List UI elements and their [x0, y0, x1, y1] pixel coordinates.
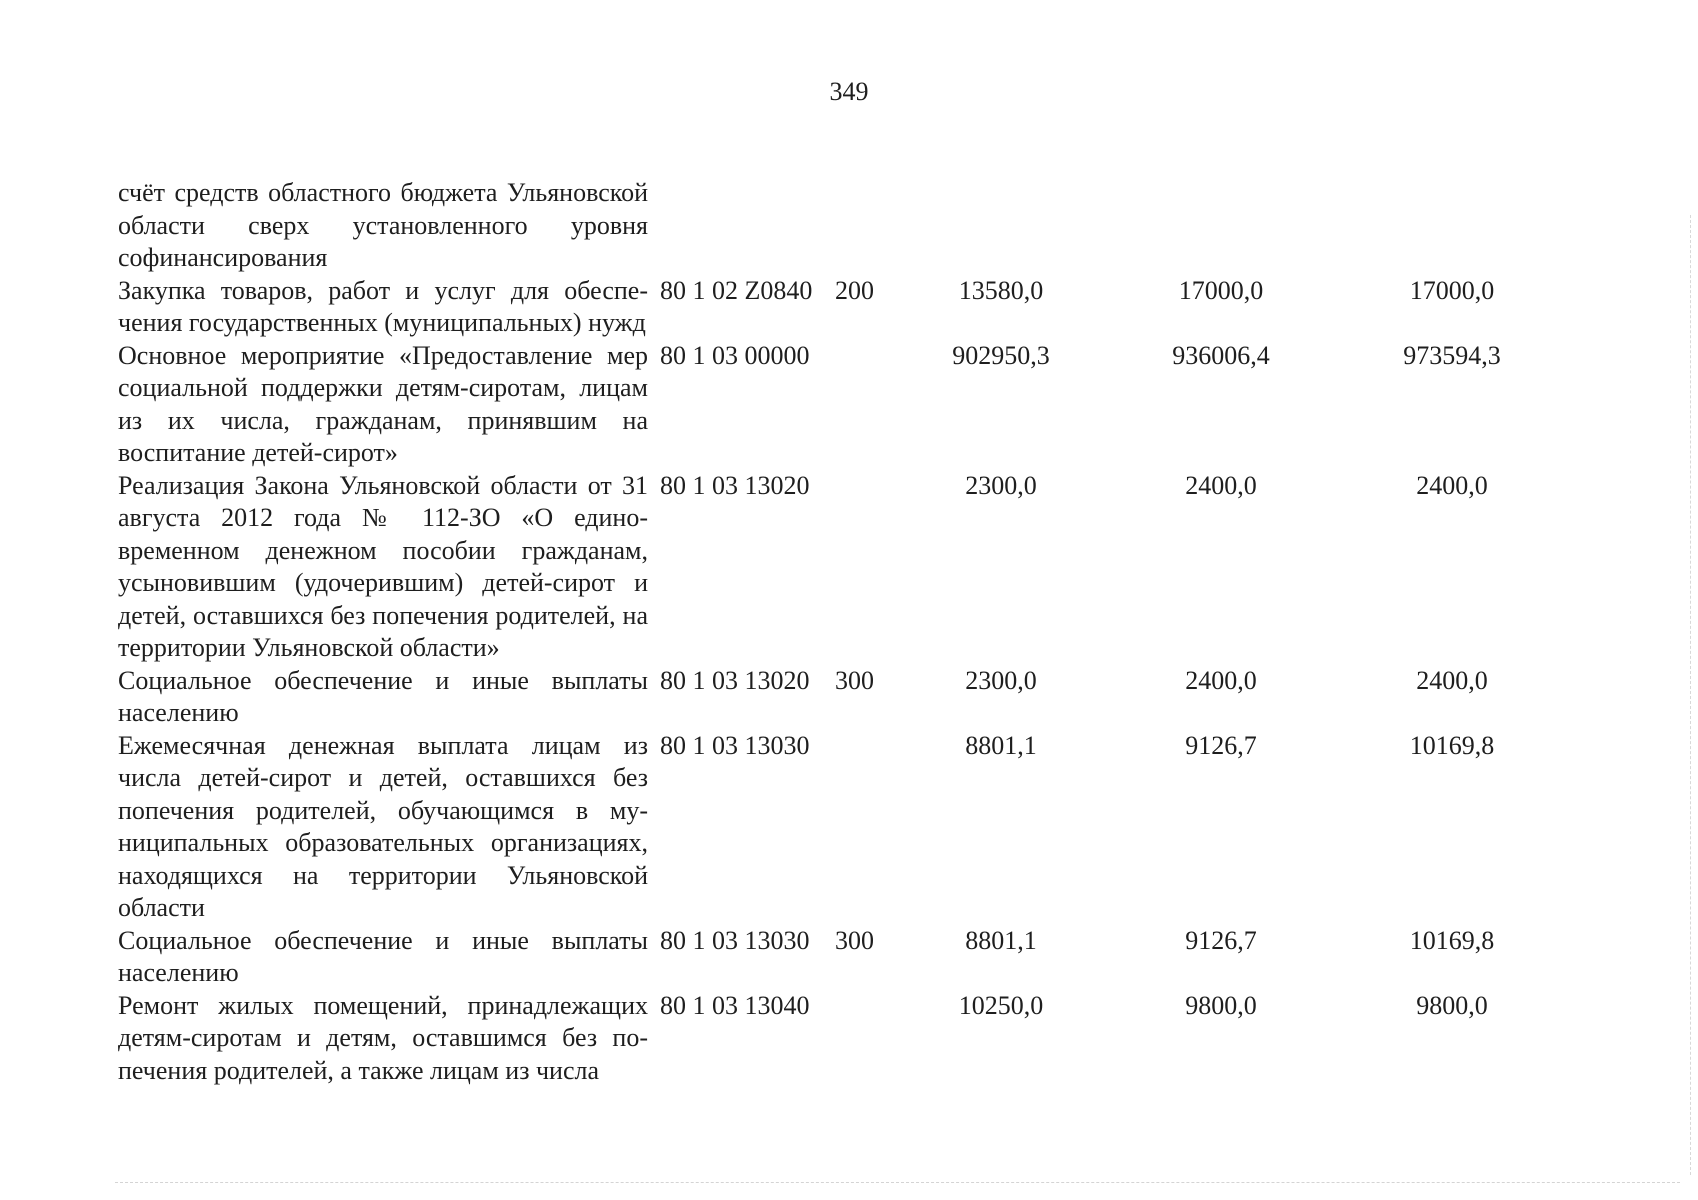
amount-2: 9800,0 [1185, 990, 1257, 1020]
amount-3: 9800,0 [1416, 990, 1488, 1020]
expense-name: Социальное обеспечение и иные выплаты населению [118, 925, 648, 987]
amount-2: 9126,7 [1185, 925, 1257, 955]
amount-3: 973594,3 [1403, 340, 1501, 370]
expense-name: счёт средств областного бюджета Ульяновской области сверх установленного уровня софинансирования [118, 178, 648, 272]
table-row [118, 470, 1567, 665]
target-code: 80 1 03 00000 [660, 340, 810, 370]
amount-2: 2400,0 [1185, 665, 1257, 695]
expense-name: Реализация Закона Ульяновской области от 31 августа 2012 года № 112-ЗО «О единовременном денежном пособии гражданам, усыновившим (удочерившим) детей-сирот и детей, оставшихся без попечения родителей, на территории Ульяновской области» [118, 470, 648, 662]
expense-type [835, 340, 905, 470]
expense-name: Основное мероприятие «Предоставление мер социальной поддержки детям-сиротам, лицам из их числа, гражданам, принявшим на воспитание детей-сирот» [118, 340, 648, 467]
amount-1: 8801,1 [965, 925, 1037, 955]
target-code: 80 1 03 13020 [660, 470, 810, 500]
table-body [118, 177, 1567, 1087]
budget-table [118, 177, 1567, 1087]
table-row [118, 177, 1567, 275]
target-code: 80 1 03 13030 [660, 730, 810, 760]
expense-type [835, 177, 905, 275]
amount-1: 2300,0 [965, 470, 1037, 500]
expense-type: 300 [835, 665, 874, 695]
table-row [118, 275, 1567, 340]
amount-2: 17000,0 [1178, 275, 1264, 305]
table-row [118, 340, 1567, 470]
target-code: 80 1 02 Z0840 [660, 275, 813, 305]
amount-3: 2400,0 [1416, 665, 1488, 695]
amount-1: 10250,0 [958, 990, 1044, 1020]
expense-type [835, 990, 905, 1088]
amount-1: 8801,1 [965, 730, 1037, 760]
amount-3: 10169,8 [1409, 925, 1495, 955]
table-row [118, 925, 1567, 990]
expense-name: Ежемесячная денежная выплата лицам из числа детей-сирот и детей, оставшихся без попечения родителей, обучающимся в муниципальных образовательных организациях, находящихся на территории Ульяновской области [118, 730, 648, 922]
expense-type: 200 [835, 275, 874, 305]
amount-2: 9126,7 [1185, 730, 1257, 760]
scan-artifact-line [115, 1182, 1680, 1183]
target-code: 80 1 03 13040 [660, 990, 810, 1020]
target-code [648, 177, 835, 275]
amount-1 [905, 177, 1111, 275]
amount-3: 17000,0 [1409, 275, 1495, 305]
amount-3 [1331, 177, 1567, 275]
expense-type [835, 730, 905, 925]
amount-2: 2400,0 [1185, 470, 1257, 500]
expense-name: Социальное обеспечение и иные выплаты населению [118, 665, 648, 727]
expense-name: Закупка товаров, работ и услуг для обеспечения государственных (муниципальных) нужд [118, 275, 648, 337]
scan-artifact-edge [1690, 215, 1691, 1175]
amount-1: 902950,3 [952, 340, 1050, 370]
table-row [118, 730, 1567, 925]
amount-2 [1111, 177, 1331, 275]
target-code: 80 1 03 13020 [660, 665, 810, 695]
amount-3: 10169,8 [1409, 730, 1495, 760]
amount-1: 2300,0 [965, 665, 1037, 695]
table-row [118, 990, 1567, 1088]
amount-2: 936006,4 [1172, 340, 1270, 370]
amount-1: 13580,0 [958, 275, 1044, 305]
table-row [118, 665, 1567, 730]
amount-3: 2400,0 [1416, 470, 1488, 500]
target-code: 80 1 03 13030 [660, 925, 810, 955]
expense-type: 300 [835, 925, 874, 955]
page-number: 349 [829, 77, 869, 106]
expense-name: Ремонт жилых помещений, принадлежащих детям-сиротам и детям, оставшимся без попечения родителей, а также лицам из числа [118, 990, 648, 1085]
expense-type [835, 470, 905, 665]
